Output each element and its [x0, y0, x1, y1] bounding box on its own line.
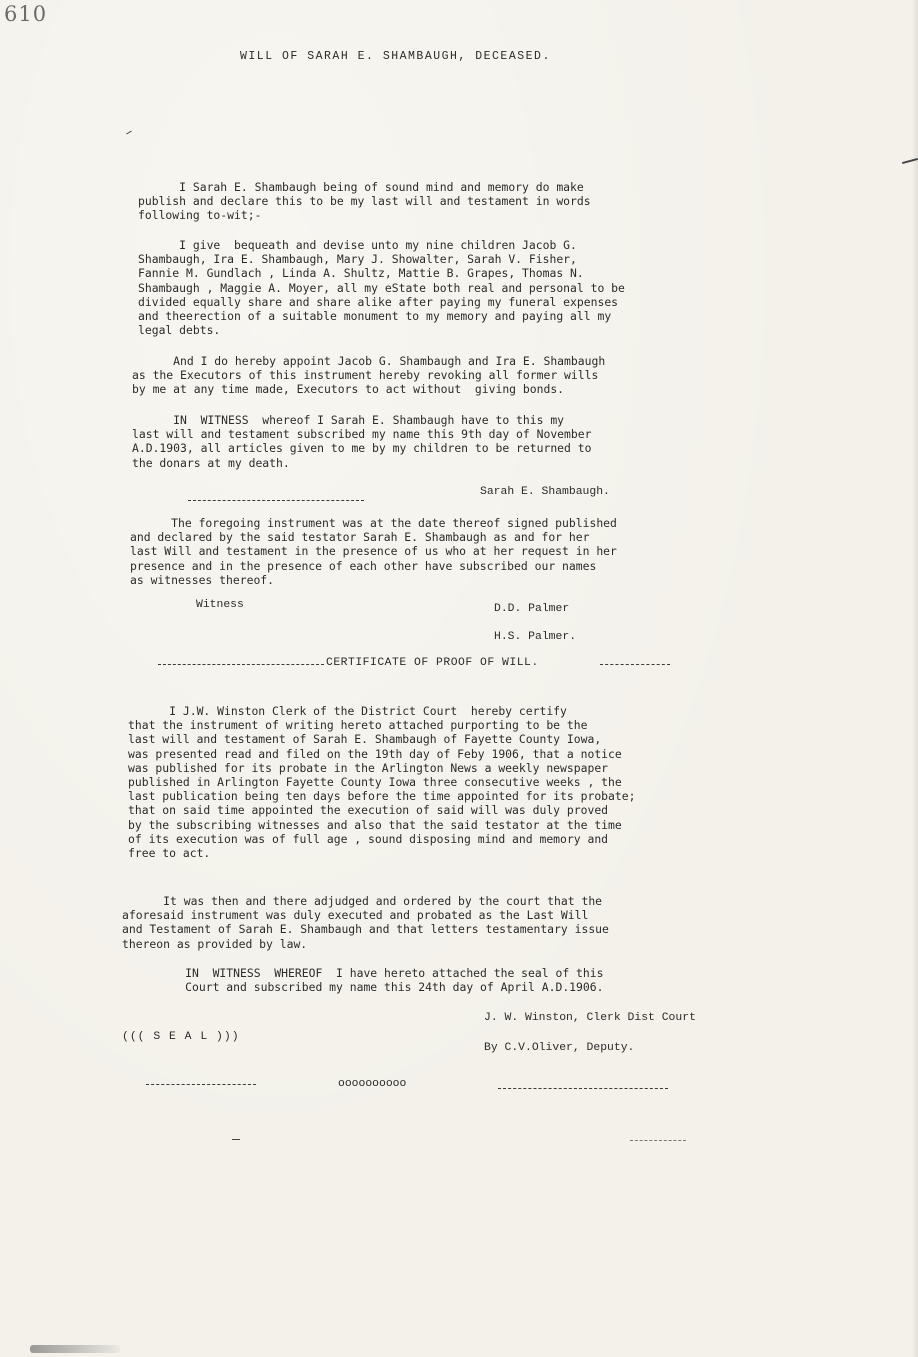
- clerk-signature: J. W. Winston, Clerk Dist Court: [484, 1012, 696, 1024]
- closing-paragraph: IN WITNESS WHEREOF I have hereto attached the seal of this Court and subscribed my name this 24th day of April A.D.1906.: [185, 966, 604, 995]
- end-rule-left: [146, 1084, 256, 1085]
- certificate-heading: CERTIFICATE OF PROOF OF WILL.: [326, 657, 539, 669]
- adjudication-paragraph: It was then and there adjudged and ordered by the court that the aforesaid instrument was duly executed and probated as the Last Will and Testament of Sarah E. Shambaugh and that letters testamentary issue thereon as provided by law.: [122, 894, 609, 951]
- will-opening-paragraph: I Sarah E. Shambaugh being of sound mind and memory do make publish and declare this to be my last will and testament in words following to-wit;-: [138, 180, 591, 223]
- bottom-smudge: [30, 1345, 120, 1353]
- witness-signature-1: D.D. Palmer: [494, 603, 570, 615]
- will-executors-paragraph: And I do hereby appoint Jacob G. Shambaugh and Ira E. Shambaugh as the Executors of this instrument hereby revoking all former wills by me at any time made, Executors to act without giving bonds.: [132, 354, 606, 397]
- certificate-rule-left: [158, 664, 324, 665]
- end-mark: oooooooooo: [338, 1078, 407, 1090]
- witness-signature-2: H.S. Palmer.: [494, 631, 577, 643]
- faint-rule: [630, 1140, 686, 1141]
- document-title: WILL OF SARAH E. SHAMBAUGH, DECEASED.: [240, 50, 551, 63]
- stray-mark: [126, 131, 132, 135]
- will-bequest-paragraph: I give bequeath and devise unto my nine children Jacob G. Shambaugh, Ira E. Shambaugh, Mary J. Showalter, Sarah V. Fisher, Fannie M. Gundlach , Linda A. Shultz, Mattie B. Grapes, Thomas N. Shambaugh , Maggie A. Moyer, all my eState both real and personal to be divided equally share and share alike after paying my funeral expenses and theerection of a suitable monument to my memory and paying all my legal debts.: [138, 238, 625, 338]
- testator-signature: Sarah E. Shambaugh.: [480, 486, 610, 498]
- certificate-body: I J.W. Winston Clerk of the District Court hereby certify that the instrument of writing hereto attached purporting to be the last will and testament of Sarah E. Shambaugh of Fayette County Iowa, was presented read and filed on the 19th day of Feby 1906, that a notice was published for its probate in the Arlington News a weekly newspaper published in Arlington Fayette County Iowa three consecutive weeks , the last publication being ten days before the time appointed for its probate; that on said time appointed the execution of said will was duly proved by the subscribing witnesses and also that the said testator at the time of its execution was of full age , sound disposing mind and memory and free to act.: [128, 704, 636, 861]
- deputy-signature: By C.V.Oliver, Deputy.: [484, 1042, 635, 1054]
- page-number: 610: [4, 2, 48, 26]
- page-edge-shadow: [912, 0, 918, 1357]
- end-rule-right: [498, 1088, 668, 1089]
- signature-rule: [188, 500, 364, 501]
- seal-label: ((( S E A L ))): [122, 1031, 240, 1043]
- certificate-rule-right: [600, 664, 670, 665]
- witness-label: Witness: [196, 599, 244, 611]
- will-witness-clause: IN WITNESS whereof I Sarah E. Shambaugh have to this my last will and testament subscribed my name this 9th day of November A.D.1903, all articles given to me by my children to be returned to the donars at my death.: [132, 413, 592, 470]
- stray-dash: [232, 1139, 240, 1140]
- attestation-paragraph: The foregoing instrument was at the date thereof signed published and declared by the said testator Sarah E. Shambaugh as and for her last Will and testament in the presence of us who at her request in her presence and in the presence of each other have subscribed our names as witnesses thereof.: [130, 516, 617, 587]
